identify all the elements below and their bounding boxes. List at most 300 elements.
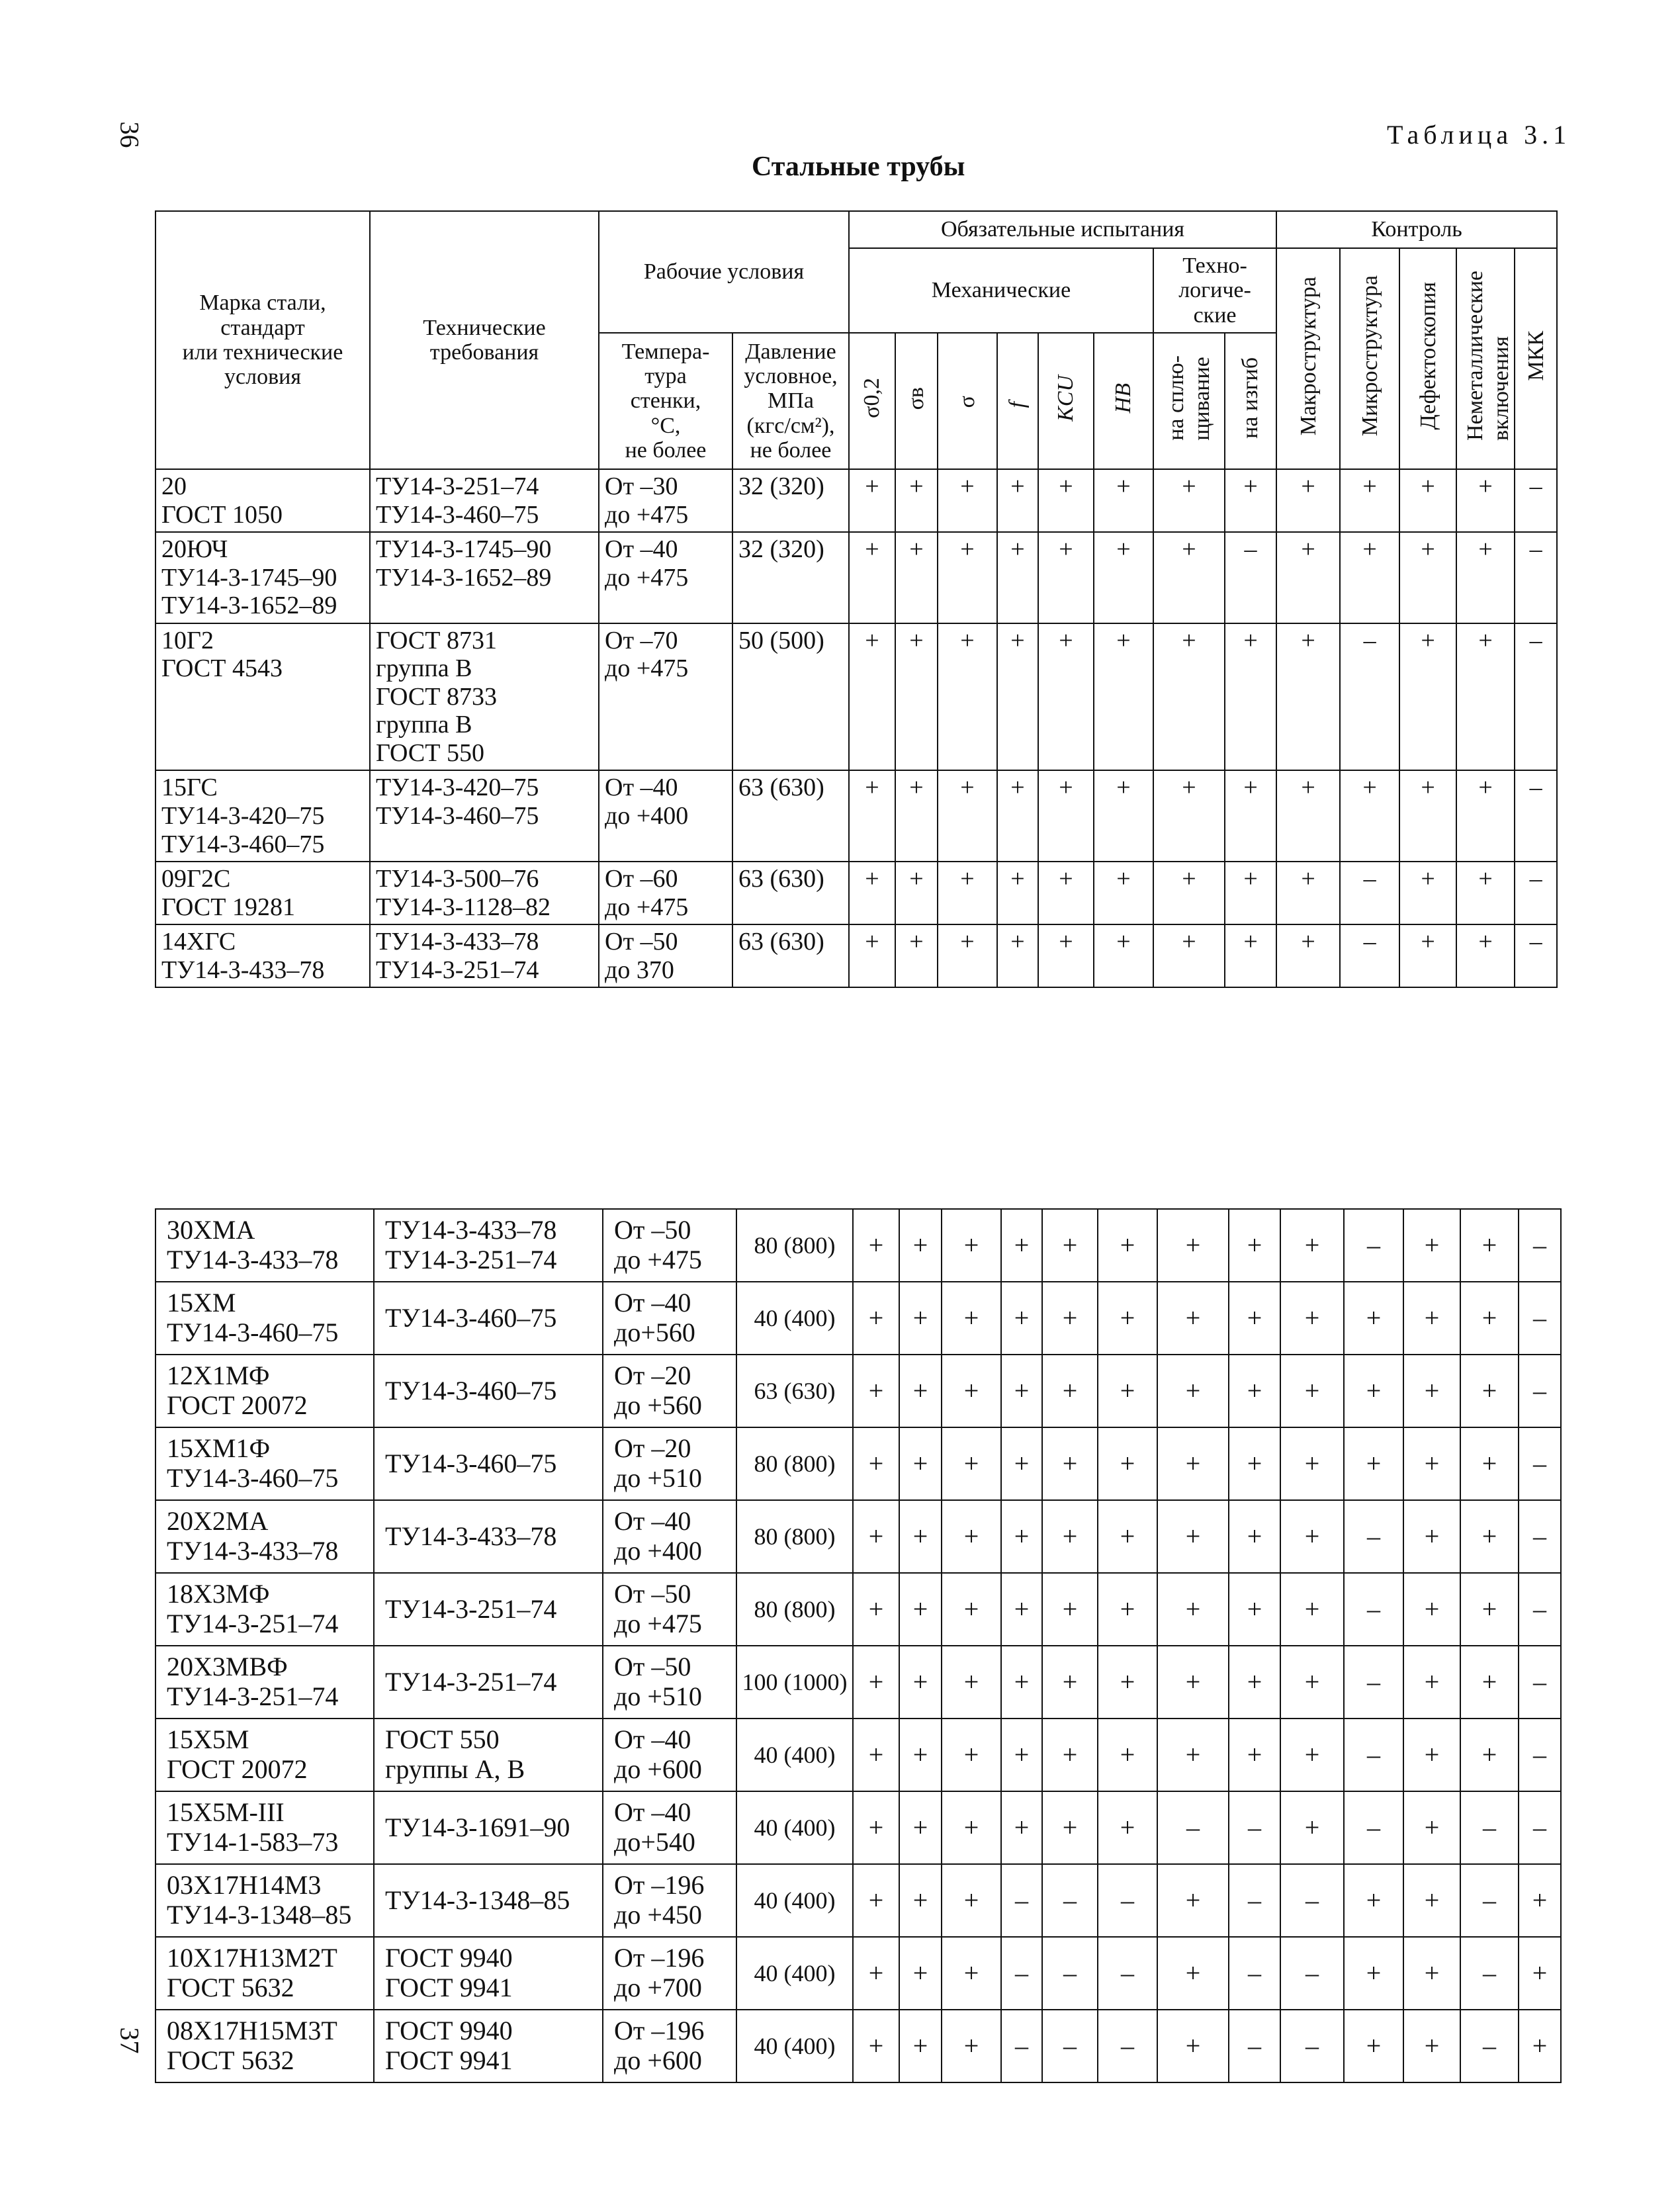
cell-mark: – [1519,1573,1561,1646]
temperature-line: до +400 [614,1536,702,1566]
cell-steel-grade [155,469,370,532]
header-temperature-line: стенки, [630,388,701,414]
cell-tech-req [370,469,599,532]
cell-mark: + [1399,469,1456,532]
cell-mark: + [1157,1282,1229,1355]
temperature-line: От –20 [614,1361,691,1391]
cell-mark: + [1157,1864,1229,1937]
table-row [155,469,1557,532]
table-row [155,1282,1561,1355]
cell-mark: + [1001,1355,1042,1427]
cell-tech-req [374,1573,603,1646]
cell-mark: + [1403,1864,1460,1937]
cell-mark: + [1280,1209,1344,1282]
steel-grade-line: ТУ14-3-433–78 [167,1536,339,1566]
steel-grade-line: ГОСТ 4543 [161,654,283,683]
table-body-top [155,469,1557,987]
cell-mark: + [1460,1355,1519,1427]
cell-mark: + [1460,1573,1519,1646]
tech-req-line: ГОСТ 8733 [376,682,497,711]
cell-temperature [603,1355,736,1427]
cell-steel-grade [155,1355,374,1427]
table-row [155,1646,1561,1719]
steel-grade-line: 30ХМА [167,1215,255,1245]
cell-mark: + [997,469,1038,532]
cell-tech-req [370,623,599,771]
cell-mark: + [1456,924,1515,987]
cell-mark: + [849,770,895,862]
cell-mark: + [853,1791,899,1864]
cell-mark: + [1157,1500,1229,1573]
steel-grade-line: ГОСТ 20072 [167,1390,308,1420]
header-steel-line: стандарт [220,315,305,340]
cell-mark: + [1460,1500,1519,1573]
cell-pressure: 80 (800) [736,1500,853,1573]
tech-req-line: ТУ14-3-251–74 [385,1666,557,1697]
steel-grade-line: 14ХГС [161,928,236,956]
cell-mark: + [1344,1355,1403,1427]
temperature-line: до +600 [614,2045,702,2075]
cell-mark: + [1001,1573,1042,1646]
cell-mark: + [938,469,997,532]
cell-mark: + [1153,924,1225,987]
cell-mark: + [1001,1209,1042,1282]
steel-grade-line: ТУ14-3-251–74 [167,1609,339,1638]
cell-mark: + [1344,1937,1403,2010]
steel-grade-line: 20 [161,472,187,500]
header-tech-req [370,211,599,469]
cell-mark: + [942,1209,1001,1282]
cell-tech-req [370,532,599,623]
steel-grade-line: 15ХМ [167,1288,236,1318]
cell-mark: + [1157,1646,1229,1719]
cell-temperature [599,924,732,987]
cell-mark: + [1519,2010,1561,2082]
cell-mark: + [1344,1282,1403,1355]
cell-mark: + [1225,623,1276,771]
header-tech-req-line: требования [429,340,539,365]
temperature-line: до +450 [614,1900,702,1930]
cell-mark: + [1038,924,1094,987]
tech-req-line: ТУ14-3-251–74 [376,956,539,984]
temperature-line: От –40 [614,1288,691,1318]
cell-steel-grade [155,1573,374,1646]
cell-mark: + [1094,469,1153,532]
header-mechanical: Механические [849,248,1153,333]
header-work-conditions: Рабочие условия [599,211,849,333]
steel-grade-line: ТУ14-3-460–75 [167,1463,339,1493]
cell-mark: + [1276,770,1340,862]
table-row [155,532,1557,623]
cell-mark: + [1403,1646,1460,1719]
steel-grade-line: 15ХМ1Ф [167,1433,271,1464]
cell-mark: + [1519,1864,1561,1937]
cell-mark: + [899,1573,942,1646]
cell-mark: + [1153,623,1225,771]
tech-req-line: ТУ14-3-420–75 [376,774,539,802]
header-sigma: σ [955,395,980,408]
cell-mark: + [1001,1427,1042,1500]
table-row [155,862,1557,924]
cell-mark: + [1094,924,1153,987]
cell-mark: + [997,623,1038,771]
cell-mark: + [1403,1500,1460,1573]
cell-mark: + [942,1282,1001,1355]
cell-mark: + [1399,924,1456,987]
temperature-line: От –40 [614,1506,691,1537]
cell-temperature [599,532,732,623]
cell-steel-grade [155,862,370,924]
table-body-bottom [155,1209,1561,2082]
header-flattening-line: щивание [1190,357,1214,441]
table-row [155,1573,1561,1646]
tech-req-line: ТУ14-3-433–78 [376,928,539,956]
header-sigma02: σ0,2 [860,378,885,419]
cell-mark: – [1340,924,1399,987]
cell-mark: – [1344,1646,1403,1719]
cell-mark: + [1280,1573,1344,1646]
cell-mark: – [1515,623,1557,771]
cell-mark: + [1280,1500,1344,1573]
cell-mark: + [942,1355,1001,1427]
cell-mark: – [1280,1864,1344,1937]
temperature-line: От –196 [614,1943,705,1973]
cell-mark: + [1456,770,1515,862]
cell-mark: – [1515,862,1557,924]
cell-temperature [603,1791,736,1864]
cell-tech-req [374,1209,603,1282]
steel-grade-line: 08Х17Н15М3Т [167,2016,337,2046]
temperature-line: От –50 [614,1652,691,1682]
cell-pressure: 80 (800) [736,1573,853,1646]
temperature-line: до +600 [614,1754,702,1784]
header-pressure-line: не более [750,438,832,463]
cell-temperature [599,862,732,924]
steel-grade-line: ТУ14-3-1348–85 [167,1900,352,1930]
cell-mark: + [1001,1719,1042,1791]
tech-req-line: ГОСТ 9940 [385,1943,513,1973]
cell-mark: + [1229,1719,1280,1791]
cell-mark: + [1403,2010,1460,2082]
cell-mark: + [1001,1646,1042,1719]
cell-temperature [603,1573,736,1646]
header-temperature-line: не более [625,438,707,463]
cell-mark: + [1280,1427,1344,1500]
cell-mark: + [895,862,938,924]
cell-pressure: 80 (800) [736,1427,853,1500]
cell-mark: + [1094,862,1153,924]
table-row [155,2010,1561,2082]
cell-tech-req [374,1937,603,2010]
tech-req-line: ТУ14-3-460–75 [376,500,539,529]
cell-mark: + [1229,1573,1280,1646]
steel-grade-line: 20Х2МА [167,1506,269,1537]
cell-mark: + [1153,469,1225,532]
steel-grade-line: 12Х1МФ [167,1361,270,1391]
cell-mark: – [1519,1282,1561,1355]
tech-req-line: ТУ14-3-251–74 [376,472,539,500]
cell-mark: – [1280,1937,1344,2010]
cell-mark: – [1344,1573,1403,1646]
cell-mark: + [938,623,997,771]
cell-mark: + [1229,1209,1280,1282]
cell-mark: + [1403,1791,1460,1864]
cell-mark: + [853,1864,899,1937]
cell-mark: + [1001,1791,1042,1864]
cell-mark: + [1519,1937,1561,2010]
steel-grade-line: ТУ14-3-1745–90 [161,563,337,592]
cell-tech-req [370,770,599,862]
header-technological-line: Техно- [1182,253,1247,278]
cell-mark: – [1001,1864,1042,1937]
cell-mark: + [1153,770,1225,862]
table-row [155,1427,1561,1500]
cell-tech-req [374,1500,603,1573]
header-bending: на изгиб [1238,357,1263,439]
tech-req-line: ТУ14-3-1745–90 [376,535,552,564]
cell-mark: + [997,770,1038,862]
cell-mark: + [1157,1427,1229,1500]
cell-mark: + [1276,862,1340,924]
cell-pressure: 32 (320) [732,532,849,623]
cell-mark: + [1153,532,1225,623]
header-microstructure: Микроструктура [1357,275,1382,437]
cell-mark: + [899,1719,942,1791]
tech-req-line: ТУ14-3-251–74 [385,1245,557,1274]
cell-mark: + [1229,1355,1280,1427]
cell-pressure: 40 (400) [736,1864,853,1937]
cell-mark: + [853,2010,899,2082]
tech-req-line: ГОСТ 9941 [385,2045,513,2075]
cell-mark: + [1276,623,1340,771]
cell-mark: + [899,1355,942,1427]
cell-mark: + [1340,532,1399,623]
cell-mark: – [1519,1719,1561,1791]
steel-grade-line: ТУ14-3-460–75 [161,830,325,858]
steel-grade-line: ТУ14-3-251–74 [167,1681,339,1711]
cell-mark: + [1276,924,1340,987]
cell-mark: – [1519,1500,1561,1573]
temperature-line: От –30 [605,472,678,500]
cell-mark: – [1280,2010,1344,2082]
tech-req-line: ТУ14-3-1128–82 [376,893,551,921]
cell-mark: + [1157,1719,1229,1791]
cell-mark: – [1460,1791,1519,1864]
table-row [155,1500,1561,1573]
cell-mark: + [1344,2010,1403,2082]
cell-tech-req [374,2010,603,2082]
cell-mark: + [1098,1719,1157,1791]
temperature-line: до +475 [614,1245,702,1274]
cell-mark: + [1153,862,1225,924]
cell-mark: + [1280,1355,1344,1427]
table-row [155,1791,1561,1864]
cell-tech-req [374,1355,603,1427]
temperature-line: до+540 [614,1827,695,1857]
cell-mark: + [1460,1282,1519,1355]
temperature-line: до +475 [605,893,689,921]
cell-mark: + [942,1864,1001,1937]
table-header [155,211,1557,469]
steel-grade-line: ГОСТ 1050 [161,500,283,529]
cell-mark: + [895,770,938,862]
cell-pressure: 40 (400) [736,1282,853,1355]
cell-mark: + [1403,1355,1460,1427]
cell-mark: + [1094,623,1153,771]
header-steel [155,211,370,469]
header-technological [1153,248,1276,333]
cell-mark: – [1098,1864,1157,1937]
cell-mark: – [1515,770,1557,862]
cell-temperature [599,770,732,862]
steel-grade-line: 15Х5М-III [167,1797,285,1828]
cell-mark: – [1098,1937,1157,2010]
cell-mark: + [942,1937,1001,2010]
temperature-line: От –50 [605,928,678,956]
cell-mark: + [853,1427,899,1500]
cell-mark: + [1276,532,1340,623]
table-label: Таблица 3.1 [1387,120,1571,150]
header-control: Контроль [1276,211,1557,248]
cell-tech-req [374,1791,603,1864]
cell-pressure: 63 (630) [732,770,849,862]
cell-mark: + [1042,1719,1098,1791]
cell-mark: – [1001,1937,1042,2010]
steel-grade-line: ГОСТ 5632 [167,1973,294,2002]
tech-req-line: ТУ14-3-500–76 [376,865,539,893]
cell-mark: – [1460,1937,1519,2010]
cell-tech-req [374,1282,603,1355]
tech-req-line: ГОСТ 550 [376,738,484,767]
cell-mark: + [895,469,938,532]
cell-tech-req [370,924,599,987]
header-pressure-line: Давление [745,339,836,364]
cell-mark: + [1042,1791,1098,1864]
cell-mark: + [1403,1573,1460,1646]
cell-mark: + [899,1209,942,1282]
steel-pipes-table-bottom [155,1208,1562,2083]
cell-mark: + [853,1282,899,1355]
header-f: f [1005,401,1030,408]
cell-mark: + [1094,770,1153,862]
cell-mark: + [1157,1937,1229,2010]
steel-grade-line: 10Х17Н13М2Т [167,1943,337,1973]
header-mkk: МКК [1523,331,1548,381]
cell-mark: + [1229,1646,1280,1719]
cell-mark: + [895,532,938,623]
header-macrostructure: Макроструктура [1296,276,1321,435]
steel-grade-line: 20ЮЧ [161,535,228,564]
cell-mark: + [1456,532,1515,623]
table-row [155,1864,1561,1937]
cell-mark: + [1038,532,1094,623]
cell-mark: + [895,924,938,987]
steel-grade-line: ТУ14-3-433–78 [161,956,325,984]
cell-mark: + [1399,623,1456,771]
steel-grade-line: ТУ14-1-583–73 [167,1827,339,1857]
cell-mark: + [942,2010,1001,2082]
cell-mark: + [997,862,1038,924]
cell-temperature [603,1646,736,1719]
cell-mark: + [1276,469,1340,532]
cell-mark: + [938,532,997,623]
cell-mark: – [1344,1791,1403,1864]
cell-mark: + [942,1719,1001,1791]
header-steel-line: или технические [182,340,343,365]
cell-tech-req [370,862,599,924]
cell-mark: + [1042,1646,1098,1719]
cell-mark: – [1229,1937,1280,2010]
steel-grade-line: ТУ14-3-460–75 [167,1318,339,1347]
tech-req-line: ТУ14-3-433–78 [385,1521,557,1551]
tech-req-line: ТУ14-3-460–75 [385,1375,557,1406]
cell-mark: + [1042,1427,1098,1500]
temperature-line: до +700 [614,1973,702,2002]
cell-mark: + [997,924,1038,987]
cell-temperature [603,1864,736,1937]
header-steel-line: Марка стали, [199,290,326,316]
cell-pressure: 63 (630) [736,1355,853,1427]
cell-mark: + [899,1864,942,1937]
cell-mark: + [1042,1355,1098,1427]
tech-req-line: ТУ14-3-433–78 [385,1215,557,1245]
cell-mark: + [938,862,997,924]
cell-temperature [603,1500,736,1573]
cell-mark: – [1519,1791,1561,1864]
temperature-line: до 370 [605,956,674,984]
cell-mark: – [1098,2010,1157,2082]
temperature-line: до +475 [605,500,689,529]
cell-mark: – [1460,1864,1519,1937]
cell-steel-grade [155,1719,374,1791]
cell-mark: + [1098,1500,1157,1573]
cell-mark: + [1344,1864,1403,1937]
cell-pressure: 80 (800) [736,1209,853,1282]
cell-pressure: 63 (630) [732,924,849,987]
cell-mark: – [1229,1791,1280,1864]
table-row [155,1937,1561,2010]
header-kcu: KCU [1053,375,1079,422]
temperature-line: до +400 [605,802,689,830]
cell-mark: + [1042,1573,1098,1646]
cell-temperature [603,1282,736,1355]
header-temperature-line: °С, [650,413,681,438]
cell-mark: + [1098,1791,1157,1864]
cell-mark: + [1456,623,1515,771]
cell-mark: – [1519,1646,1561,1719]
cell-pressure: 40 (400) [736,1719,853,1791]
cell-mark: + [849,532,895,623]
cell-mark: + [1042,1209,1098,1282]
cell-tech-req [374,1719,603,1791]
cell-mark: + [938,924,997,987]
cell-mark: + [899,1427,942,1500]
steel-grade-line: ТУ14-3-433–78 [167,1245,339,1274]
cell-mark: + [899,1282,942,1355]
cell-mark: – [1229,1864,1280,1937]
tech-req-line: ТУ14-3-1348–85 [385,1885,570,1915]
header-technological-line: ские [1193,302,1237,328]
cell-temperature [599,469,732,532]
cell-mark: + [1399,770,1456,862]
header-mandatory-tests: Обязательные испытания [849,211,1276,248]
cell-steel-grade [155,1646,374,1719]
tech-req-line: ГОСТ 9940 [385,2016,513,2046]
tech-req-line: ГОСТ 550 [385,1724,500,1755]
cell-mark: + [942,1427,1001,1500]
header-steel-line: условия [224,365,301,390]
cell-mark: + [853,1500,899,1573]
